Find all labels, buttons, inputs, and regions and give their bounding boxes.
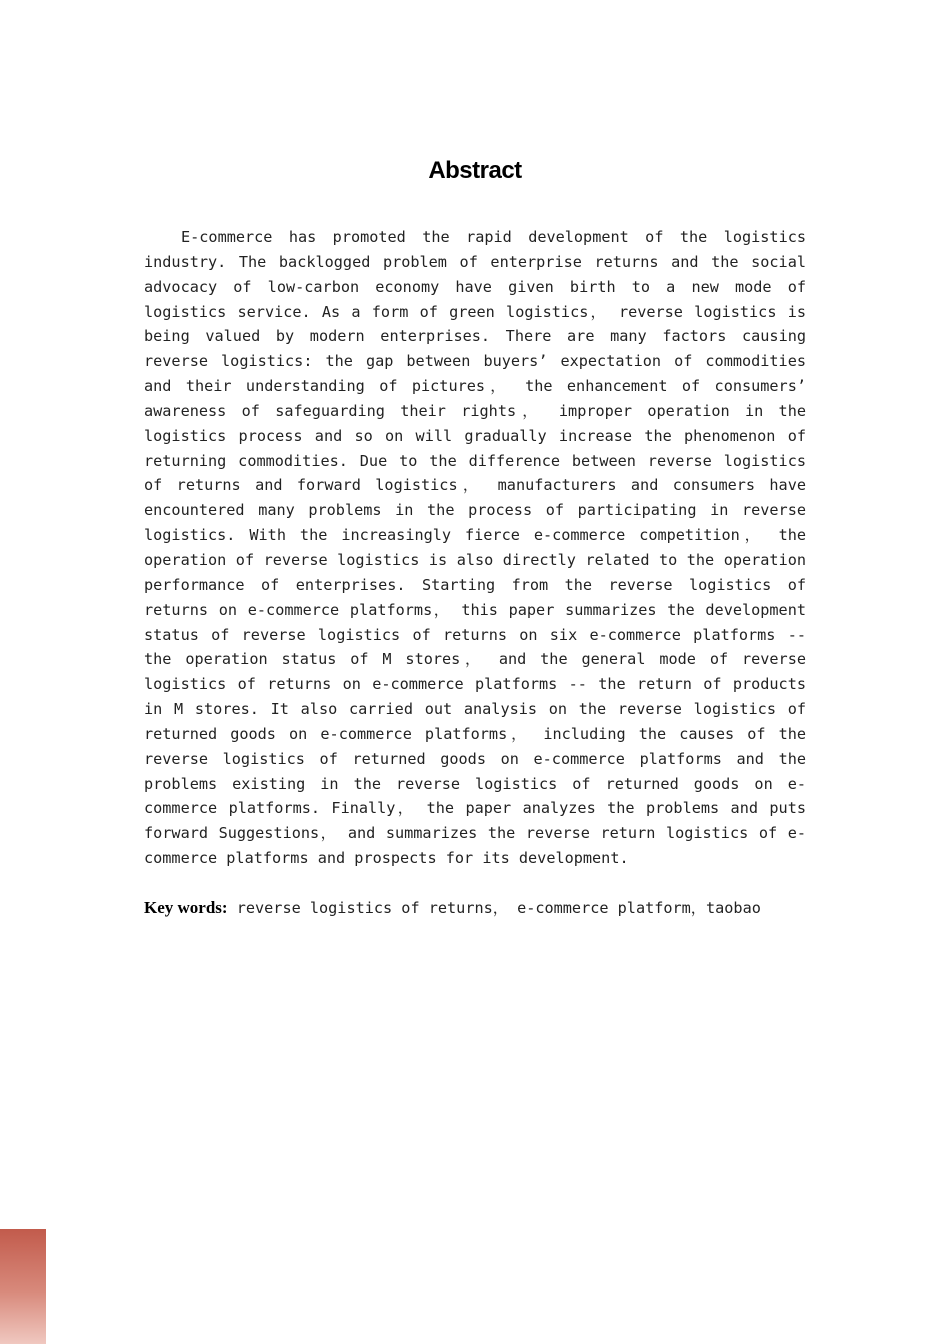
- abstract-paragraph: E-commerce has promoted the rapid development of the logistics industry. The backlogged problem of enterprise returns and the social advocacy of low-carbon economy have given birth to a new mode of logistics service. As a form of green logistics， reverse logistics is being valued by modern enterprises. There are many factors causing reverse logistics: the gap between buyers’ expectation of commodities and their understanding of pictures， the enhancement of consumers’ awareness of safeguarding their rights， improper operation in the logistics process and so on will gradually increase the phenomenon of returning commodities. Due to the difference between reverse logistics of returns and forward logistics， manufacturers and consumers have encountered many problems in the process of participating in reverse logistics. With the increasingly fierce e-commerce competition， the operation of reverse logistics is also directly related to the operation performance of enterprises. Starting from the reverse logistics of returns on e-commerce platforms， this paper summarizes the development status of reverse logistics of returns on six e-commerce platforms -- the operation status of M stores， and the general mode of reverse logistics of returns on e-commerce platforms -- the return of products in M stores. It also carried out analysis on the reverse logistics of returned goods on e-commerce platforms， including the causes of the reverse logistics of returned goods on e-commerce platforms and the problems existing in the reverse logistics of returned goods on e-commerce platforms. Finally， the paper analyzes the problems and puts forward Suggestions， and summarizes the reverse return logistics of e-commerce platforms and prospects for its development.: [144, 228, 806, 868]
- keywords-label: Key words:: [144, 898, 228, 917]
- page-title: Abstract: [428, 157, 522, 184]
- keywords-line: [144, 896, 806, 921]
- decorative-corner-bar: [0, 1229, 46, 1344]
- keywords-value: reverse logistics of returns， e-commerce platform，taobao: [227, 899, 761, 917]
